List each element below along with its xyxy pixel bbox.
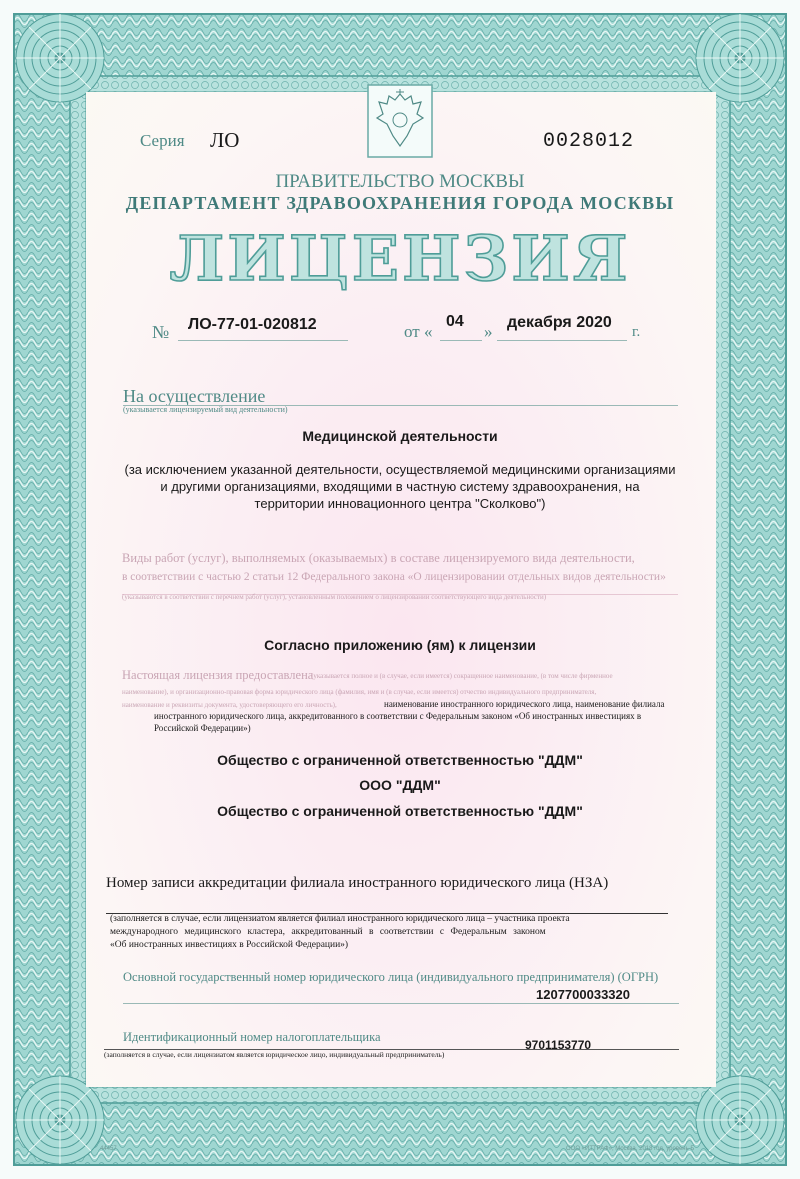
licensee-intro-3a: наименование и реквизиты документа, удостоверяющего его личность), xyxy=(122,701,337,709)
ogrn-value: 1207700033320 xyxy=(536,987,630,1002)
works-line-2: в соответствии с частью 2 статьи 12 Федерального закона «О лицензировании отдельных видов деятельности» xyxy=(122,571,666,583)
year-suffix: г. xyxy=(632,324,641,340)
licensee-intro-5: Российской Федерации») xyxy=(154,723,251,733)
licensee-intro-2: наименование), и организационно-правовая форма юридического лица (фамилия, имя и (в случае, если имеется) отчество индивидуального предпринимателя, xyxy=(122,688,597,696)
authority-line-2: ДЕПАРТАМЕНТ ЗДРАВООХРАНЕНИЯ ГОРОДА МОСКВЫ xyxy=(125,193,675,213)
blank-number: 0028012 xyxy=(543,130,635,153)
licensee-intro-1b: (указывается полное и (в случае, если имеется) сокращенное наименование, (в том числе фирменное xyxy=(311,672,613,680)
works-line-1: Виды работ (услуг), выполняемых (оказываемых) в составе лицензируемого вида деятельности, xyxy=(122,551,635,565)
license-month-year: декабря 2020 xyxy=(507,314,612,331)
activity-exclusion-3: территории инновационного центра "Сколково") xyxy=(254,496,546,511)
inn-label: Идентификационный номер налогоплательщика xyxy=(123,1030,381,1044)
licensee-intro-4: иностранного юридического лица, аккредитованного в соответствии с Федеральным законом «Об иностранных инвестициях в xyxy=(154,711,642,721)
coat-of-arms-icon xyxy=(367,84,433,158)
date-from-label: от « xyxy=(404,322,433,341)
authority-line-1: ПРАВИТЕЛЬСТВО МОСКВЫ xyxy=(275,171,525,192)
activity-label: На осуществление xyxy=(123,386,266,406)
activity-hint: (указывается лицензируемый вид деятельности) xyxy=(123,405,288,414)
works-hint: (указываются в соответствии с перечнем работ (услуг), установленным положением о лицензировании соответствующего вида деятельности) xyxy=(122,593,547,601)
license-number: ЛО-77-01-020812 xyxy=(188,316,317,333)
license-day: 04 xyxy=(446,313,464,330)
licensee-intro-1a: Настоящая лицензия предоставлена xyxy=(122,668,314,682)
activity-name: Медицинской деятельности xyxy=(302,428,498,444)
licensee-full-name: Общество с ограниченной ответственностью "ДДМ" xyxy=(217,752,583,768)
nza-hint-3: «Об иностранных инвестициях в Российской Федерации») xyxy=(110,940,349,950)
activity-exclusion-1: (за исключением указанной деятельности, осуществляемой медицинскими организациями xyxy=(124,462,676,477)
works-value: Согласно приложению (ям) к лицензии xyxy=(264,637,536,653)
series-value: ЛО xyxy=(210,128,240,152)
inn-hint: (заполняется в случае, если лицензиатом является юридическое лицо, индивидуальный предприниматель) xyxy=(104,1050,445,1059)
footer-left: 44457 xyxy=(100,1146,117,1152)
ogrn-label: Основной государственный номер юридического лица (индивидуального предпринимателя) (ОГРН) xyxy=(123,970,659,984)
nza-hint-1: (заполняется в случае, если лицензиатом является филиал иностранного юридического лица – участника проекта xyxy=(110,914,570,924)
date-mid: » xyxy=(484,322,493,341)
document-title: ЛИЦЕНЗИЯ xyxy=(169,222,631,295)
series-label: Серия xyxy=(140,131,185,150)
activity-exclusion-2: и другими организациями, входящими в частную систему здравоохранения, на xyxy=(160,479,640,494)
nza-hint-2: международного медицинского кластера, аккредитованный в соответствии с Федеральным законом xyxy=(110,927,546,937)
footer-right: ООО «ИТТРАФ», Москва, 2018 год, уровень Б xyxy=(566,1146,695,1152)
number-label: № xyxy=(152,322,170,342)
inn-value: 9701153770 xyxy=(525,1038,592,1052)
nza-label: Номер записи аккредитации филиала иностранного юридического лица (НЗА) xyxy=(106,875,609,891)
licensee-brand-name: Общество с ограниченной ответственностью "ДДМ" xyxy=(217,803,583,819)
licensee-intro-3b: наименование иностранного юридического лица, наименование филиала xyxy=(384,699,665,709)
licensee-short-name: ООО "ДДМ" xyxy=(359,777,441,793)
